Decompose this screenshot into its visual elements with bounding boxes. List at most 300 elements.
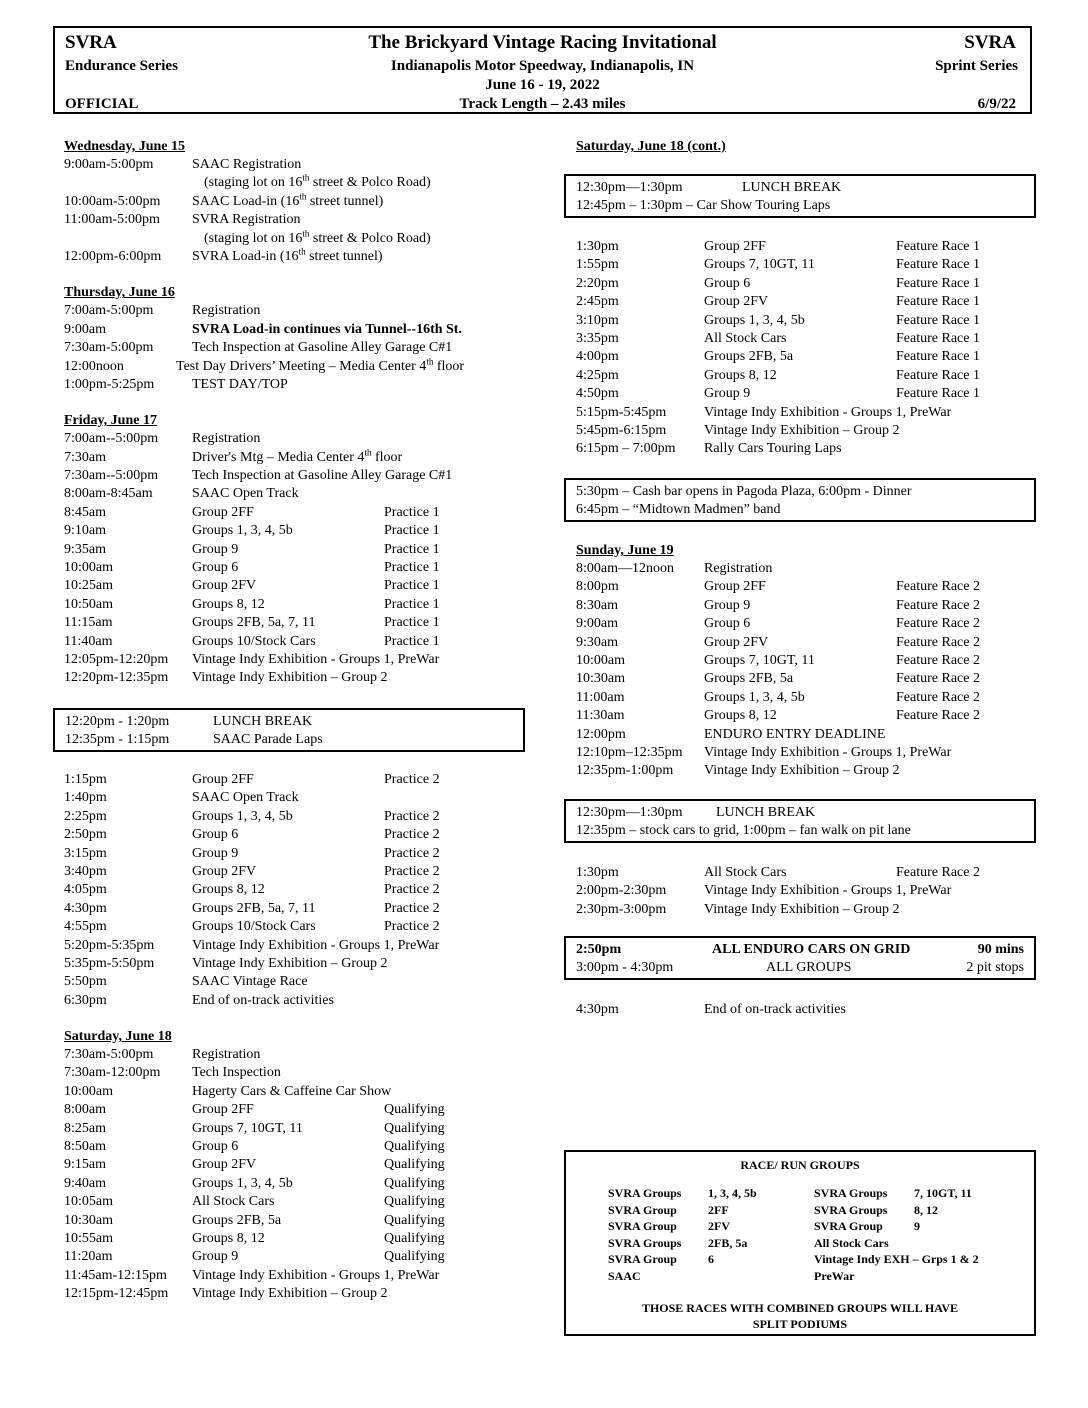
time-cell: 8:30am bbox=[576, 597, 618, 613]
schedule-row bbox=[64, 992, 534, 1010]
time-cell: 8:00am-8:45am bbox=[64, 486, 153, 502]
session-cell: Practice 1 bbox=[384, 523, 440, 539]
time-cell: 9:10am bbox=[64, 523, 106, 539]
event-dates: June 16 - 19, 2022 bbox=[485, 77, 600, 93]
event-cell: Vintage Indy Exhibition - Groups 1, PreWar bbox=[192, 651, 440, 667]
schedule-row bbox=[64, 826, 534, 844]
schedule-row bbox=[64, 789, 534, 807]
schedule-row bbox=[64, 1193, 534, 1211]
schedule-row bbox=[64, 1046, 534, 1064]
time-cell: 2:30pm-3:00pm bbox=[576, 901, 667, 917]
schedule-row bbox=[64, 430, 534, 448]
time-cell: 5:50pm bbox=[64, 974, 107, 990]
dinner-row: 6:45pm – “Midtown Madmen” band bbox=[576, 502, 781, 518]
time-cell: 11:40am bbox=[64, 633, 113, 649]
session-cell: Practice 1 bbox=[384, 504, 440, 520]
run-group-label: SVRA Groups bbox=[608, 1235, 682, 1250]
run-group-numbers: 1, 3, 4, 5b bbox=[708, 1186, 757, 1200]
saturday-lunch-box bbox=[564, 174, 1036, 218]
schedule-row bbox=[576, 901, 1036, 919]
time-cell: 11:15am bbox=[64, 615, 113, 631]
run-groups-footer: THOSE RACES WITH COMBINED GROUPS WILL HAVE SPLIT PODIUMS bbox=[641, 1301, 959, 1331]
session-cell: Practice 1 bbox=[384, 541, 440, 557]
session-cell: Qualifying bbox=[384, 1194, 445, 1210]
event-cell: Group 6 bbox=[192, 1139, 239, 1155]
event-title: The Brickyard Vintage Racing Invitational bbox=[368, 32, 717, 53]
session-cell: Feature Race 1 bbox=[896, 386, 980, 402]
schedule-row bbox=[64, 973, 534, 991]
enduro-box bbox=[564, 936, 1036, 980]
schedule-row bbox=[576, 422, 1036, 440]
schedule-row: 9:00am-5:00pm SAAC Registration bbox=[64, 157, 302, 172]
time-cell: 1:40pm bbox=[64, 790, 107, 806]
sunday-column bbox=[576, 542, 1036, 781]
session-cell: Practice 1 bbox=[384, 633, 440, 649]
time-cell: 3:35pm bbox=[576, 330, 619, 346]
event-cell: Vintage Indy Exhibition – Group 2 bbox=[192, 1286, 388, 1302]
event-cell: Groups 8, 12 bbox=[192, 1230, 265, 1246]
run-group-numbers: 7, 10GT, 11 bbox=[914, 1186, 972, 1200]
time-cell: 8:25am bbox=[64, 1120, 106, 1136]
run-group-label: SVRA Group bbox=[814, 1219, 883, 1233]
schedule-row bbox=[576, 330, 1036, 348]
event-cell: Vintage Indy Exhibition - Groups 1, PreWar bbox=[192, 937, 440, 953]
run-group-label: SVRA Group bbox=[608, 1202, 677, 1217]
time-cell: 12:15pm-12:45pm bbox=[64, 1286, 169, 1302]
event-cell: Groups 10/Stock Cars bbox=[192, 919, 316, 935]
schedule-row: 11:00am-5:00pm SVRA Registration bbox=[64, 212, 301, 228]
time-cell: 12:20pm-12:35pm bbox=[64, 670, 169, 686]
event-cell: Group 6 bbox=[192, 827, 239, 843]
time-cell: 12:10pm–12:35pm bbox=[576, 744, 683, 760]
schedule-note: (staging lot on 16th street & Polco Road) bbox=[204, 227, 431, 246]
time-cell: 7:30am-12:00pm bbox=[64, 1065, 161, 1081]
time-cell: 10:55am bbox=[64, 1230, 113, 1246]
run-group-label: Vintage Indy EXH – Grps 1 & 2 bbox=[814, 1252, 979, 1266]
event-cell: Groups 1, 3, 4, 5b bbox=[704, 689, 805, 705]
session-cell: Qualifying bbox=[384, 1157, 445, 1173]
event-cell: Group 9 bbox=[192, 541, 239, 557]
event-cell: Groups 1, 3, 4, 5b bbox=[704, 312, 805, 328]
event-cell: SAAC Vintage Race bbox=[192, 974, 308, 990]
event-cell: SAAC Open Track bbox=[192, 486, 299, 502]
time-cell: 9:15am bbox=[64, 1157, 106, 1173]
time-cell: 3:40pm bbox=[64, 863, 107, 879]
run-group-numbers: 8, 12 bbox=[914, 1202, 938, 1217]
time-cell: 2:45pm bbox=[576, 294, 619, 310]
event-cell: Groups 1, 3, 4, 5b bbox=[192, 523, 293, 539]
time-cell: 1:15pm bbox=[64, 772, 107, 787]
time-cell: 7:00am--5:00pm bbox=[64, 431, 159, 447]
run-group-label: All Stock Cars bbox=[814, 1235, 889, 1250]
left-series-subtitle: Endurance Series bbox=[65, 58, 178, 74]
event-venue: Indianapolis Motor Speedway, Indianapolis, IN bbox=[390, 58, 695, 74]
event-cell: Groups 1, 3, 4, 5b bbox=[192, 808, 293, 824]
session-cell: Feature Race 2 bbox=[896, 579, 980, 595]
event-cell: Groups 2FB, 5a, 7, 11 bbox=[192, 615, 316, 631]
schedule-row: 12:00noon Test Day Drivers’ Meeting – Media Center 4th floor bbox=[64, 355, 465, 374]
time-cell: 6:15pm – 7:00pm bbox=[576, 441, 676, 457]
time-cell: 6:30pm bbox=[64, 992, 107, 1008]
thursday-heading: Thursday, June 16 bbox=[64, 285, 175, 301]
event-cell: Tech Inspection at Gasoline Alley Garage C#1 bbox=[192, 468, 453, 484]
time-cell: 11:30am bbox=[576, 708, 625, 724]
run-group-numbers: 6 bbox=[708, 1252, 714, 1266]
event-cell: Hagerty Cars & Caffeine Car Show bbox=[192, 1083, 392, 1099]
right-series-subtitle: Sprint Series bbox=[935, 58, 1018, 74]
friday-schedule-part1 bbox=[64, 430, 534, 687]
session-cell: Feature Race 1 bbox=[896, 330, 980, 346]
schedule-row bbox=[64, 1064, 534, 1082]
event-cell: Groups 2FB, 5a, 7, 11 bbox=[192, 900, 316, 916]
schedule-row bbox=[576, 256, 1036, 274]
session-cell: Practice 2 bbox=[384, 900, 440, 916]
schedule-row bbox=[576, 882, 1036, 900]
time-cell: 2:00pm-2:30pm bbox=[576, 883, 667, 899]
session-cell: Practice 2 bbox=[384, 863, 440, 879]
event-cell: Group 9 bbox=[192, 845, 239, 861]
schedule-row bbox=[64, 577, 534, 595]
schedule-row bbox=[64, 1120, 534, 1138]
session-cell: Qualifying bbox=[384, 1212, 445, 1228]
session-cell: Practice 1 bbox=[384, 615, 440, 631]
event-cell: Group 2FF bbox=[192, 1102, 254, 1118]
time-cell: 4:55pm bbox=[64, 919, 107, 935]
event-cell: Group 2FF bbox=[192, 772, 254, 787]
run-group-numbers: 9 bbox=[914, 1219, 920, 1233]
session-cell: Practice 1 bbox=[384, 596, 440, 612]
time-cell: 3:10pm bbox=[576, 312, 619, 328]
time-cell: 9:00am bbox=[576, 616, 618, 632]
session-cell: Feature Race 1 bbox=[896, 312, 980, 328]
schedule-row bbox=[576, 726, 1036, 744]
schedule-row bbox=[64, 900, 534, 918]
event-cell: All Stock Cars bbox=[704, 865, 787, 880]
schedule-row bbox=[64, 955, 534, 973]
schedule-row bbox=[64, 449, 534, 467]
track-length: Track Length – 2.43 miles bbox=[459, 96, 626, 112]
right-series-title: SVRA bbox=[964, 32, 1016, 53]
schedule-row bbox=[576, 348, 1036, 366]
enduro-row: 3:00pm - 4:30pm ALL GROUPS 2 pit stops bbox=[576, 960, 1024, 976]
friday-lunch-box bbox=[53, 708, 525, 752]
time-cell: 9:40am bbox=[64, 1175, 106, 1191]
event-cell: SAAC Open Track bbox=[192, 790, 299, 806]
time-cell: 3:15pm bbox=[64, 845, 107, 861]
schedule-row bbox=[64, 845, 534, 863]
event-cell: All Stock Cars bbox=[704, 330, 787, 346]
document-header bbox=[53, 26, 1032, 114]
schedule-row bbox=[64, 863, 534, 881]
session-cell: Feature Race 1 bbox=[896, 239, 980, 254]
schedule-row bbox=[64, 669, 534, 687]
saturday-cont-schedule bbox=[576, 238, 1036, 459]
time-cell: 11:20am bbox=[64, 1249, 113, 1265]
event-cell: Group 9 bbox=[192, 1249, 239, 1265]
schedule-row bbox=[64, 1230, 534, 1248]
lunch-row: 12:45pm – 1:30pm – Car Show Touring Laps bbox=[576, 198, 831, 214]
event-cell: Vintage Indy Exhibition – Group 2 bbox=[704, 422, 900, 438]
schedule-row bbox=[576, 762, 1036, 780]
event-cell: Group 9 bbox=[704, 386, 751, 402]
run-groups-box bbox=[564, 1150, 1036, 1336]
session-cell: Feature Race 1 bbox=[896, 294, 980, 310]
session-cell: Feature Race 2 bbox=[896, 597, 980, 613]
schedule-row bbox=[576, 404, 1036, 422]
lunch-row: 12:30pm—1:30pm LUNCH BREAK bbox=[576, 805, 816, 820]
time-cell: 4:00pm bbox=[576, 349, 619, 365]
schedule-row: 1:00pm-5:25pm TEST DAY/TOP bbox=[64, 376, 288, 392]
session-cell: Feature Race 2 bbox=[896, 671, 980, 687]
session-cell: Practice 2 bbox=[384, 772, 440, 787]
schedule-row: 4:30pm End of on-track activities bbox=[576, 1002, 846, 1017]
session-cell: Feature Race 1 bbox=[896, 275, 980, 291]
time-cell: 10:50am bbox=[64, 596, 113, 612]
schedule-row bbox=[576, 634, 1036, 652]
session-cell: Feature Race 2 bbox=[896, 652, 980, 668]
saturday-heading: Saturday, June 18 bbox=[64, 1029, 172, 1045]
run-group-label: SVRA Groups bbox=[608, 1186, 682, 1200]
event-cell: Vintage Indy Exhibition – Group 2 bbox=[192, 670, 388, 686]
schedule-row bbox=[576, 864, 1036, 882]
sunday-lunch-box bbox=[564, 799, 1036, 843]
friday-heading: Friday, June 17 bbox=[64, 413, 157, 429]
schedule-row bbox=[576, 367, 1036, 385]
time-cell: 4:05pm bbox=[64, 882, 107, 898]
schedule-row bbox=[64, 1285, 534, 1303]
schedule-row bbox=[576, 275, 1036, 293]
time-cell: 9:35am bbox=[64, 541, 106, 557]
event-cell: Group 2FF bbox=[704, 239, 766, 254]
run-group-numbers: 2FB, 5a bbox=[708, 1235, 748, 1250]
schedule-row: 7:00am-5:00pm Registration bbox=[64, 303, 261, 319]
schedule-row bbox=[64, 937, 534, 955]
friday-schedule-part2 bbox=[64, 771, 534, 1010]
schedule-row bbox=[576, 744, 1036, 762]
schedule-row bbox=[576, 385, 1036, 403]
schedule-row bbox=[576, 652, 1036, 670]
schedule-row bbox=[576, 312, 1036, 330]
time-cell: 7:30am-5:00pm bbox=[64, 1047, 154, 1063]
event-cell: Vintage Indy Exhibition – Group 2 bbox=[704, 901, 900, 917]
schedule-row bbox=[64, 881, 534, 899]
session-cell: Practice 1 bbox=[384, 560, 440, 576]
run-group-label: SAAC bbox=[608, 1268, 641, 1283]
time-cell: 8:00am—12noon bbox=[576, 561, 674, 576]
time-cell: 11:45am-12:15pm bbox=[64, 1267, 167, 1283]
run-group-numbers: 2FF bbox=[708, 1202, 729, 1217]
event-cell: Vintage Indy Exhibition – Group 2 bbox=[704, 763, 900, 779]
event-cell: Group 2FV bbox=[192, 863, 257, 879]
session-cell: Practice 2 bbox=[384, 919, 440, 935]
schedule-row bbox=[64, 485, 534, 503]
schedule-row: 7:30am-5:00pm Tech Inspection at Gasoline Alley Garage C#1 bbox=[64, 340, 453, 356]
saturday-schedule bbox=[64, 1046, 534, 1303]
schedule-row: 9:00am SVRA Load-in continues via Tunnel--16th St. bbox=[64, 321, 462, 337]
schedule-note: (staging lot on 16th street & Polco Road) bbox=[204, 172, 431, 191]
session-cell: Qualifying bbox=[384, 1120, 445, 1136]
event-cell: Groups 8, 12 bbox=[704, 708, 777, 724]
run-group-label: SVRA Group bbox=[608, 1219, 677, 1233]
session-cell: Feature Race 1 bbox=[896, 349, 980, 365]
event-cell: Groups 8, 12 bbox=[192, 882, 265, 898]
schedule-row bbox=[64, 1156, 534, 1174]
schedule-row: 10:00am-5:00pm SAAC Load-in (16th street tunnel) bbox=[64, 191, 384, 209]
schedule-row bbox=[576, 238, 1036, 256]
time-cell: 8:45am bbox=[64, 504, 106, 520]
event-cell: Rally Cars Touring Laps bbox=[704, 441, 842, 457]
event-cell: Group 2FV bbox=[192, 578, 257, 594]
schedule-row bbox=[64, 504, 534, 522]
event-cell: Group 2FF bbox=[192, 504, 254, 520]
event-cell: Driver's Mtg – Media Center 4th floor bbox=[192, 447, 403, 465]
run-group-numbers: 2FV bbox=[708, 1219, 730, 1233]
schedule-row bbox=[64, 1175, 534, 1193]
time-cell: 8:00pm bbox=[576, 579, 619, 595]
time-cell: 7:30am--5:00pm bbox=[64, 468, 159, 484]
schedule-row bbox=[576, 560, 1036, 578]
time-cell: 10:00am bbox=[576, 652, 625, 668]
time-cell: 8:50am bbox=[64, 1139, 106, 1155]
sunday-afternoon bbox=[576, 864, 1036, 919]
time-cell: 1:30pm bbox=[576, 239, 619, 254]
time-cell: 4:30pm bbox=[64, 900, 107, 916]
time-cell: 10:25am bbox=[64, 578, 113, 594]
time-cell: 10:05am bbox=[64, 1194, 113, 1210]
dinner-box bbox=[564, 478, 1036, 522]
schedule-row bbox=[576, 707, 1036, 725]
event-cell: Groups 8, 12 bbox=[192, 596, 265, 612]
lunch-row: 12:20pm - 1:20pm LUNCH BREAK bbox=[65, 714, 313, 729]
event-cell: Registration bbox=[192, 431, 261, 447]
event-cell: Registration bbox=[192, 1047, 261, 1063]
schedule-row bbox=[64, 541, 534, 559]
schedule-row bbox=[64, 633, 534, 651]
event-cell: Group 6 bbox=[192, 560, 239, 576]
run-group-label: SVRA Groups bbox=[814, 1202, 888, 1217]
event-cell: Group 2FF bbox=[704, 579, 766, 595]
schedule-row bbox=[64, 1083, 534, 1101]
event-cell: Vintage Indy Exhibition - Groups 1, PreWar bbox=[192, 1267, 440, 1283]
time-cell: 12:05pm-12:20pm bbox=[64, 651, 169, 667]
time-cell: 4:50pm bbox=[576, 386, 619, 402]
left-column bbox=[64, 138, 534, 688]
session-cell: Feature Race 2 bbox=[896, 689, 980, 705]
time-cell: 1:30pm bbox=[576, 865, 619, 880]
time-cell: 2:50pm bbox=[64, 827, 107, 843]
time-cell: 2:25pm bbox=[64, 808, 107, 824]
schedule-row bbox=[64, 771, 534, 789]
schedule-row bbox=[576, 670, 1036, 688]
dinner-row: 5:30pm – Cash bar opens in Pagoda Plaza, 6:00pm - Dinner bbox=[576, 484, 912, 499]
time-cell: 10:30am bbox=[64, 1212, 113, 1228]
event-cell: Group 6 bbox=[704, 275, 751, 291]
schedule-row bbox=[64, 1267, 534, 1285]
session-cell: Feature Race 2 bbox=[896, 708, 980, 724]
event-cell: Groups 7, 10GT, 11 bbox=[704, 652, 815, 668]
run-groups-title: RACE/ RUN GROUPS bbox=[740, 1158, 860, 1172]
run-group-label: SVRA Groups bbox=[814, 1186, 888, 1200]
end-row-container bbox=[576, 1001, 1036, 1019]
schedule-row bbox=[576, 440, 1036, 458]
session-cell: Practice 2 bbox=[384, 845, 440, 861]
session-cell: Qualifying bbox=[384, 1249, 445, 1265]
run-group-label: PreWar bbox=[814, 1268, 855, 1283]
schedule-row bbox=[576, 689, 1036, 707]
event-cell: Group 9 bbox=[704, 597, 751, 613]
event-cell: Groups 2FB, 5a bbox=[192, 1212, 282, 1228]
session-cell: Qualifying bbox=[384, 1175, 445, 1191]
event-cell: Group 2FV bbox=[192, 1157, 257, 1173]
time-cell: 10:00am bbox=[64, 560, 113, 576]
schedule-row bbox=[64, 614, 534, 632]
event-cell: End of on-track activities bbox=[192, 992, 334, 1008]
time-cell: 4:25pm bbox=[576, 367, 619, 383]
time-cell: 5:35pm-5:50pm bbox=[64, 955, 155, 971]
schedule-row bbox=[64, 522, 534, 540]
schedule-row bbox=[64, 1101, 534, 1119]
saturday-cont-heading: Saturday, June 18 (cont.) bbox=[576, 139, 726, 154]
enduro-row: 2:50pm ALL ENDURO CARS ON GRID 90 mins bbox=[576, 942, 1024, 957]
event-cell: Groups 2FB, 5a bbox=[704, 349, 794, 365]
event-cell: Tech Inspection bbox=[192, 1065, 281, 1081]
event-cell: Groups 1, 3, 4, 5b bbox=[192, 1175, 293, 1191]
run-group-label: SVRA Group bbox=[608, 1252, 677, 1266]
lunch-row: 12:35pm – stock cars to grid, 1:00pm – fan walk on pit lane bbox=[576, 823, 911, 839]
schedule-row bbox=[64, 1248, 534, 1266]
sunday-heading: Sunday, June 19 bbox=[576, 543, 674, 558]
time-cell: 10:00am bbox=[64, 1083, 113, 1099]
schedule-row bbox=[64, 918, 534, 936]
event-cell: Group 6 bbox=[704, 616, 751, 632]
event-cell: Vintage Indy Exhibition – Group 2 bbox=[192, 955, 388, 971]
event-cell: Groups 7, 10GT, 11 bbox=[704, 257, 815, 273]
session-cell: Practice 1 bbox=[384, 578, 440, 594]
event-cell: All Stock Cars bbox=[192, 1194, 275, 1210]
time-cell: 11:00am bbox=[576, 689, 625, 705]
schedule-row bbox=[64, 1212, 534, 1230]
time-cell: 9:30am bbox=[576, 634, 618, 650]
schedule-row bbox=[576, 578, 1036, 596]
event-cell: Group 2FV bbox=[704, 294, 769, 310]
schedule-row bbox=[64, 596, 534, 614]
schedule-row bbox=[64, 651, 534, 669]
event-cell: Vintage Indy Exhibition - Groups 1, PreWar bbox=[704, 744, 952, 760]
event-cell: Vintage Indy Exhibition - Groups 1, PreWar bbox=[704, 404, 952, 420]
schedule-row bbox=[64, 1138, 534, 1156]
session-cell: Feature Race 2 bbox=[896, 616, 980, 632]
left-series-title: SVRA bbox=[65, 32, 117, 53]
time-cell: 12:00pm bbox=[576, 726, 626, 742]
session-cell: Qualifying bbox=[384, 1102, 445, 1118]
official-label: OFFICIAL bbox=[65, 96, 139, 112]
schedule-row bbox=[64, 808, 534, 826]
session-cell: Feature Race 2 bbox=[896, 634, 980, 650]
lunch-row: 12:30pm—1:30pm LUNCH BREAK bbox=[576, 180, 842, 195]
time-cell: 12:35pm-1:00pm bbox=[576, 763, 674, 779]
session-cell: Feature Race 1 bbox=[896, 257, 980, 273]
session-cell: Practice 2 bbox=[384, 808, 440, 824]
time-cell: 2:20pm bbox=[576, 275, 619, 291]
schedule-row bbox=[576, 615, 1036, 633]
event-cell: Groups 7, 10GT, 11 bbox=[192, 1120, 303, 1136]
right-column-top bbox=[576, 138, 1036, 156]
time-cell: 5:15pm-5:45pm bbox=[576, 404, 667, 420]
event-cell: Groups 2FB, 5a bbox=[704, 671, 794, 687]
session-cell: Feature Race 2 bbox=[896, 865, 980, 880]
session-cell: Qualifying bbox=[384, 1139, 445, 1155]
event-cell: Group 2FV bbox=[704, 634, 769, 650]
